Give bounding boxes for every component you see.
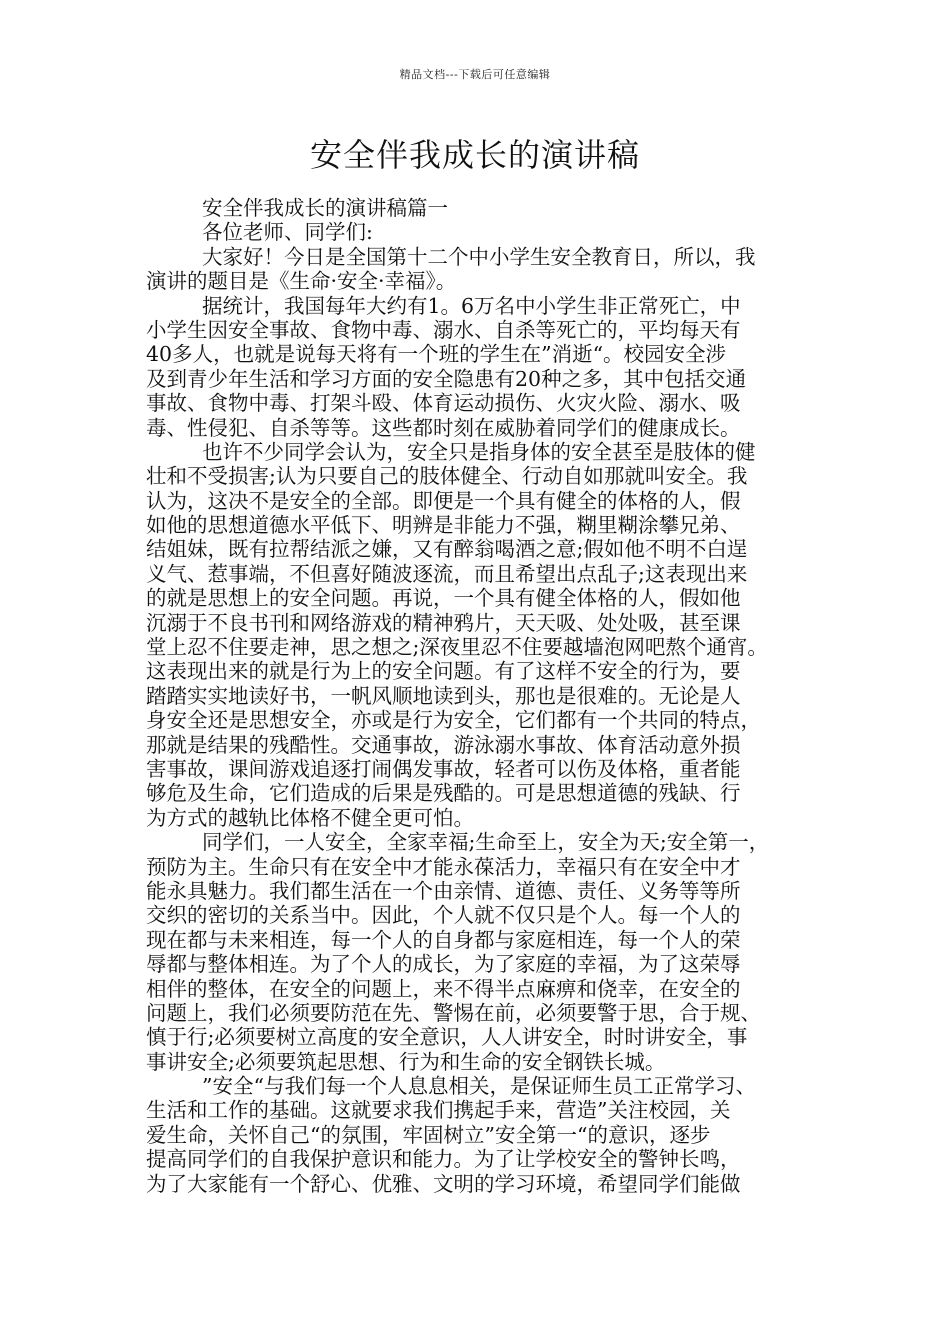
text-line: 生活和工作的基础。这就要求我们携起手来，营造”关注校园，关 (146, 1098, 731, 1123)
header-note: 精品文档---下载后可任意编辑 (399, 68, 551, 81)
text-line: 问题上，我们必须要防范在先、警惕在前，必须要警于思，合于规、 (146, 1000, 761, 1025)
text-line: 及到青少年生活和学习方面的安全隐患有20种之多，其中包括交通 (146, 366, 747, 391)
text-line: ”安全“与我们每一个人息息相关，是保证师生员工正常学习、 (202, 1074, 756, 1099)
text-line: 能永具魅力。我们都生活在一个由亲情、道德、责任、义务等等所 (146, 878, 741, 903)
text-line: 相伴的整体，在安全的问题上，来不得半点麻痹和侥幸，在安全的 (146, 976, 741, 1001)
text-line: 毒、性侵犯、自杀等等。这些都时刻在威胁着同学们的健康成长。 (146, 415, 741, 440)
text-line: 交织的密切的关系当中。因此，个人就不仅只是个人。每一个人的 (146, 903, 741, 928)
text-line: 沉溺于不良书刊和网络游戏的精神鸦片，天天吸、处处吸，甚至课 (146, 610, 741, 635)
text-line: 爱生命，关怀自己“的氛围，牢固树立”安全第一“的意识，逐步 (146, 1122, 711, 1147)
text-line: 也许不少同学会认为，安全只是指身体的安全甚至是肢体的健 (202, 439, 756, 464)
text-line: 小学生因安全事故、食物中毒、溺水、自杀等死亡的，平均每天有 (146, 317, 741, 342)
text-line: 现在都与未来相连，每一个人的自身都与家庭相连，每一个人的荣 (146, 927, 741, 952)
text-line: 义气、惹事端，不但喜好随波逐流，而且希望出点乱子;这表现出来 (146, 561, 748, 586)
text-line: 如他的思想道德水平低下、明辨是非能力不强，糊里糊涂攀兄弟、 (146, 513, 741, 538)
text-line: 踏踏实实地读好书，一帆风顺地读到头，那也是很难的。无论是人 (146, 683, 741, 708)
text-line: 认为，这决不是安全的全部。即便是一个具有健全的体格的人，假 (146, 488, 741, 513)
text-line: 慎于行;必须要树立高度的安全意识，人人讲安全，时时讲安全，事 (146, 1025, 748, 1050)
text-line: 提高同学们的自我保护意识和能力。为了让学校安全的警钟长鸣， (146, 1147, 741, 1172)
text-line: 害事故，课间游戏追逐打闹偶发事故，轻者可以伤及体格，重者能 (146, 756, 741, 781)
text-line: 辱都与整体相连。为了个人的成长，为了家庭的幸福，为了这荣辱 (146, 952, 741, 977)
text-line: 堂上忍不住要走神，思之想之;深夜里忍不住要越墙泡网吧熬个通宵。 (146, 635, 768, 660)
text-line: 演讲的题目是《生命·安全·幸福》。 (146, 269, 457, 294)
text-line: 事故、食物中毒、打架斗殴、体育运动损伤、火灾火险、溺水、吸 (146, 391, 741, 416)
document-body (146, 196, 818, 1196)
text-line: 为方式的越轨比体格不健全更可怕。 (146, 805, 474, 830)
text-line: 壮和不受损害;认为只要自己的肢体健全、行动自如那就叫安全。我 (146, 464, 748, 489)
text-line: 据统计，我国每年大约有1。6万名中小学生非正常死亡，中 (202, 293, 741, 318)
text-line: 结姐妹，既有拉帮结派之嫌，又有醉翁喝酒之意;假如他不明不白逞 (146, 537, 748, 562)
text-line: 事讲安全;必须要筑起思想、行为和生命的安全钢铁长城。 (146, 1049, 666, 1074)
text-line: 这表现出来的就是行为上的安全问题。有了这样不安全的行为，要 (146, 659, 741, 684)
text-line: 身安全还是思想安全，亦或是行为安全，它们都有一个共同的特点， (146, 708, 761, 733)
text-line: 安全伴我成长的演讲稿篇一 (202, 196, 448, 220)
text-line: 预防为主。生命只有在安全中才能永葆活力，幸福只有在安全中才 (146, 854, 741, 879)
document-title: 安全伴我成长的演讲稿 (309, 136, 640, 174)
text-line: 的就是思想上的安全问题。再说，一个具有健全体格的人，假如他 (146, 586, 741, 611)
text-line: 那就是结果的残酷性。交通事故，游泳溺水事故、体育活动意外损 (146, 732, 741, 757)
text-line: 够危及生命，它们造成的后果是残酷的。可是思想道德的残缺、行 (146, 781, 741, 806)
text-line: 大家好！今日是全国第十二个中小学生安全教育日，所以，我 (202, 244, 756, 269)
text-line: 各位老师、同学们: (202, 220, 373, 245)
text-line: 为了大家能有一个舒心、优雅、文明的学习环境，希望同学们能做 (146, 1171, 741, 1196)
text-line: 40多人，也就是说每天将有一个班的学生在”消逝“。校园安全涉 (146, 342, 727, 367)
text-line: 同学们，一人安全，全家幸福;生命至上，安全为天;安全第一， (202, 830, 770, 855)
